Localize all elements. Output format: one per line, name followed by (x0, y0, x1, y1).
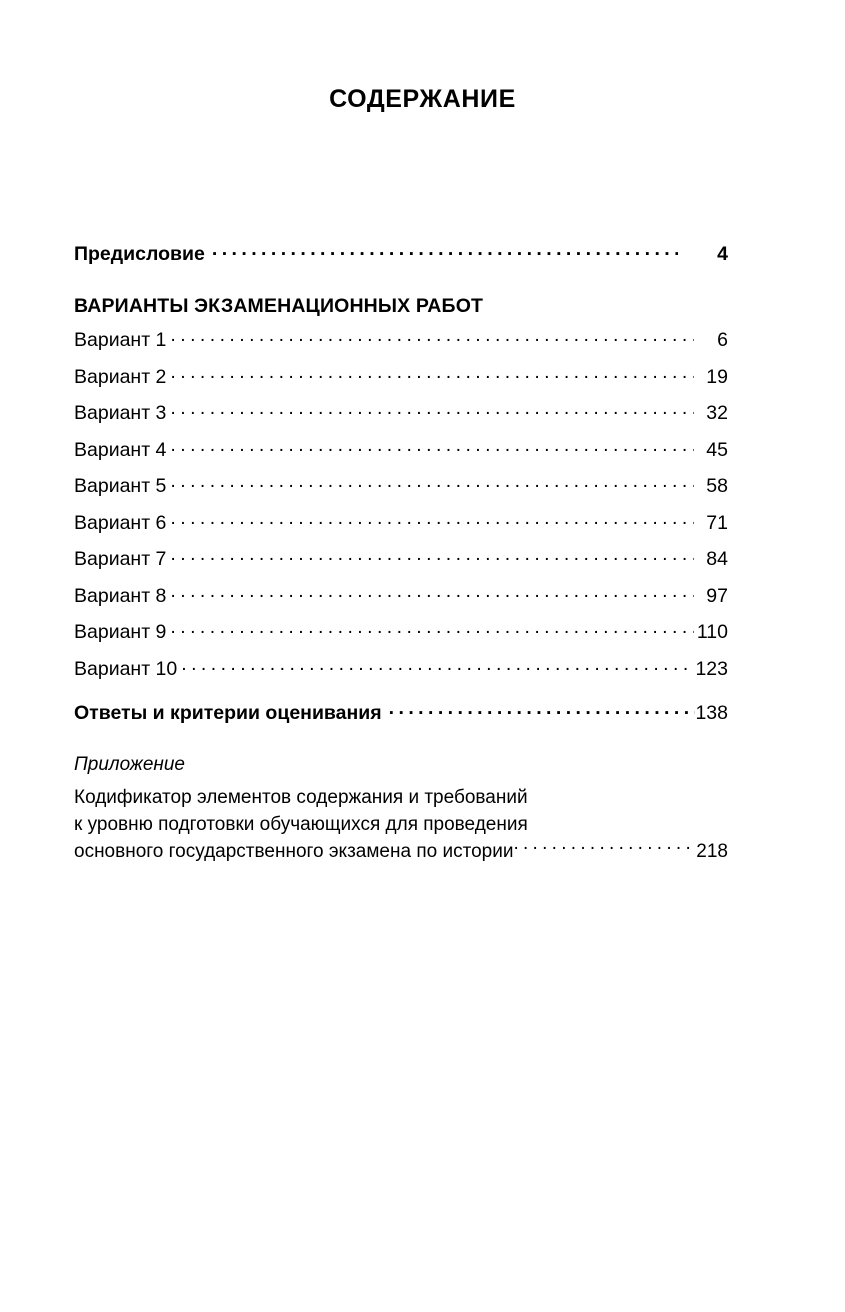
dot-leader (212, 240, 678, 260)
toc-entry-label: Вариант 3 (74, 402, 167, 424)
toc-entry-variant-10[interactable] (74, 655, 728, 680)
toc-entry-variant-1[interactable] (74, 327, 728, 352)
dot-leader (170, 582, 694, 602)
toc-appendix-line-3-row (74, 838, 728, 865)
toc-entry-label: Ответы и критерии оценивания (74, 702, 382, 724)
dot-leader (170, 473, 694, 493)
toc-entry-label: Вариант 10 (74, 657, 178, 680)
toc-appendix-label: Приложение (74, 754, 185, 775)
toc-entry-page-number: 58 (706, 475, 728, 497)
toc-entry-label: Вариант 8 (74, 584, 167, 607)
toc-entry-variant-8[interactable] (74, 582, 728, 607)
toc-entry-page-number: 4 (717, 242, 728, 265)
toc-entry-label: Вариант 4 (74, 438, 167, 461)
dot-leader (170, 363, 694, 383)
toc-entry-label: Вариант 1 (74, 329, 167, 351)
toc-entry-variant-5[interactable] (74, 473, 728, 498)
table-of-contents (74, 240, 728, 865)
dot-leader (170, 619, 694, 639)
toc-entry-preface[interactable] (74, 240, 728, 265)
toc-entry-page-number: 138 (695, 702, 728, 724)
toc-appendix-line-1: Кодификатор элементов содержания и требований (74, 787, 528, 808)
toc-entry-label: Вариант 9 (74, 621, 167, 643)
toc-entry-page-number: 32 (706, 402, 728, 424)
toc-entry-page-number: 19 (706, 365, 728, 388)
dot-leader (170, 509, 694, 529)
toc-entry-label: Вариант 7 (74, 548, 167, 570)
toc-entry-variant-6[interactable] (74, 509, 728, 534)
dot-leader (170, 436, 694, 456)
toc-entry-label: Вариант 5 (74, 475, 167, 497)
toc-entry-variant-4[interactable] (74, 436, 728, 461)
toc-entry-variant-2[interactable] (74, 363, 728, 388)
toc-entry-page-number: 6 (717, 329, 728, 351)
toc-entry-page-number: 97 (706, 584, 728, 607)
toc-entry-variant-7[interactable] (74, 546, 728, 571)
toc-entry-page-number: 84 (706, 548, 728, 570)
toc-appendix-line-2: к уровню подготовки обучающихся для проведения (74, 814, 528, 835)
dot-leader (181, 655, 693, 675)
toc-entry-page-number: 71 (706, 511, 728, 534)
toc-entry-appendix[interactable] (74, 784, 728, 865)
toc-appendix-line-3: основного государственного экзамена по истории (74, 841, 514, 862)
toc-entry-answers[interactable] (74, 700, 728, 725)
dot-leader (170, 400, 694, 420)
dot-leader (513, 838, 696, 857)
dot-leader (170, 327, 694, 347)
page-title: СОДЕРЖАНИЕ (329, 85, 516, 113)
toc-entry-variant-9[interactable] (74, 619, 728, 644)
toc-entry-page-number: 110 (696, 621, 728, 643)
toc-entry-variant-3[interactable] (74, 400, 728, 425)
toc-entry-label: Предисловие (74, 242, 205, 265)
dot-leader (389, 700, 696, 720)
toc-entry-page-number: 218 (696, 841, 728, 862)
toc-entry-page-number: 45 (706, 438, 728, 461)
toc-entry-page-number: 123 (695, 657, 728, 680)
toc-entry-label: Вариант 6 (74, 511, 167, 534)
dot-leader (170, 546, 694, 566)
toc-section-heading: ВАРИАНТЫ ЭКЗАМЕНАЦИОННЫХ РАБОТ (74, 294, 484, 317)
toc-entry-label: Вариант 2 (74, 365, 167, 388)
